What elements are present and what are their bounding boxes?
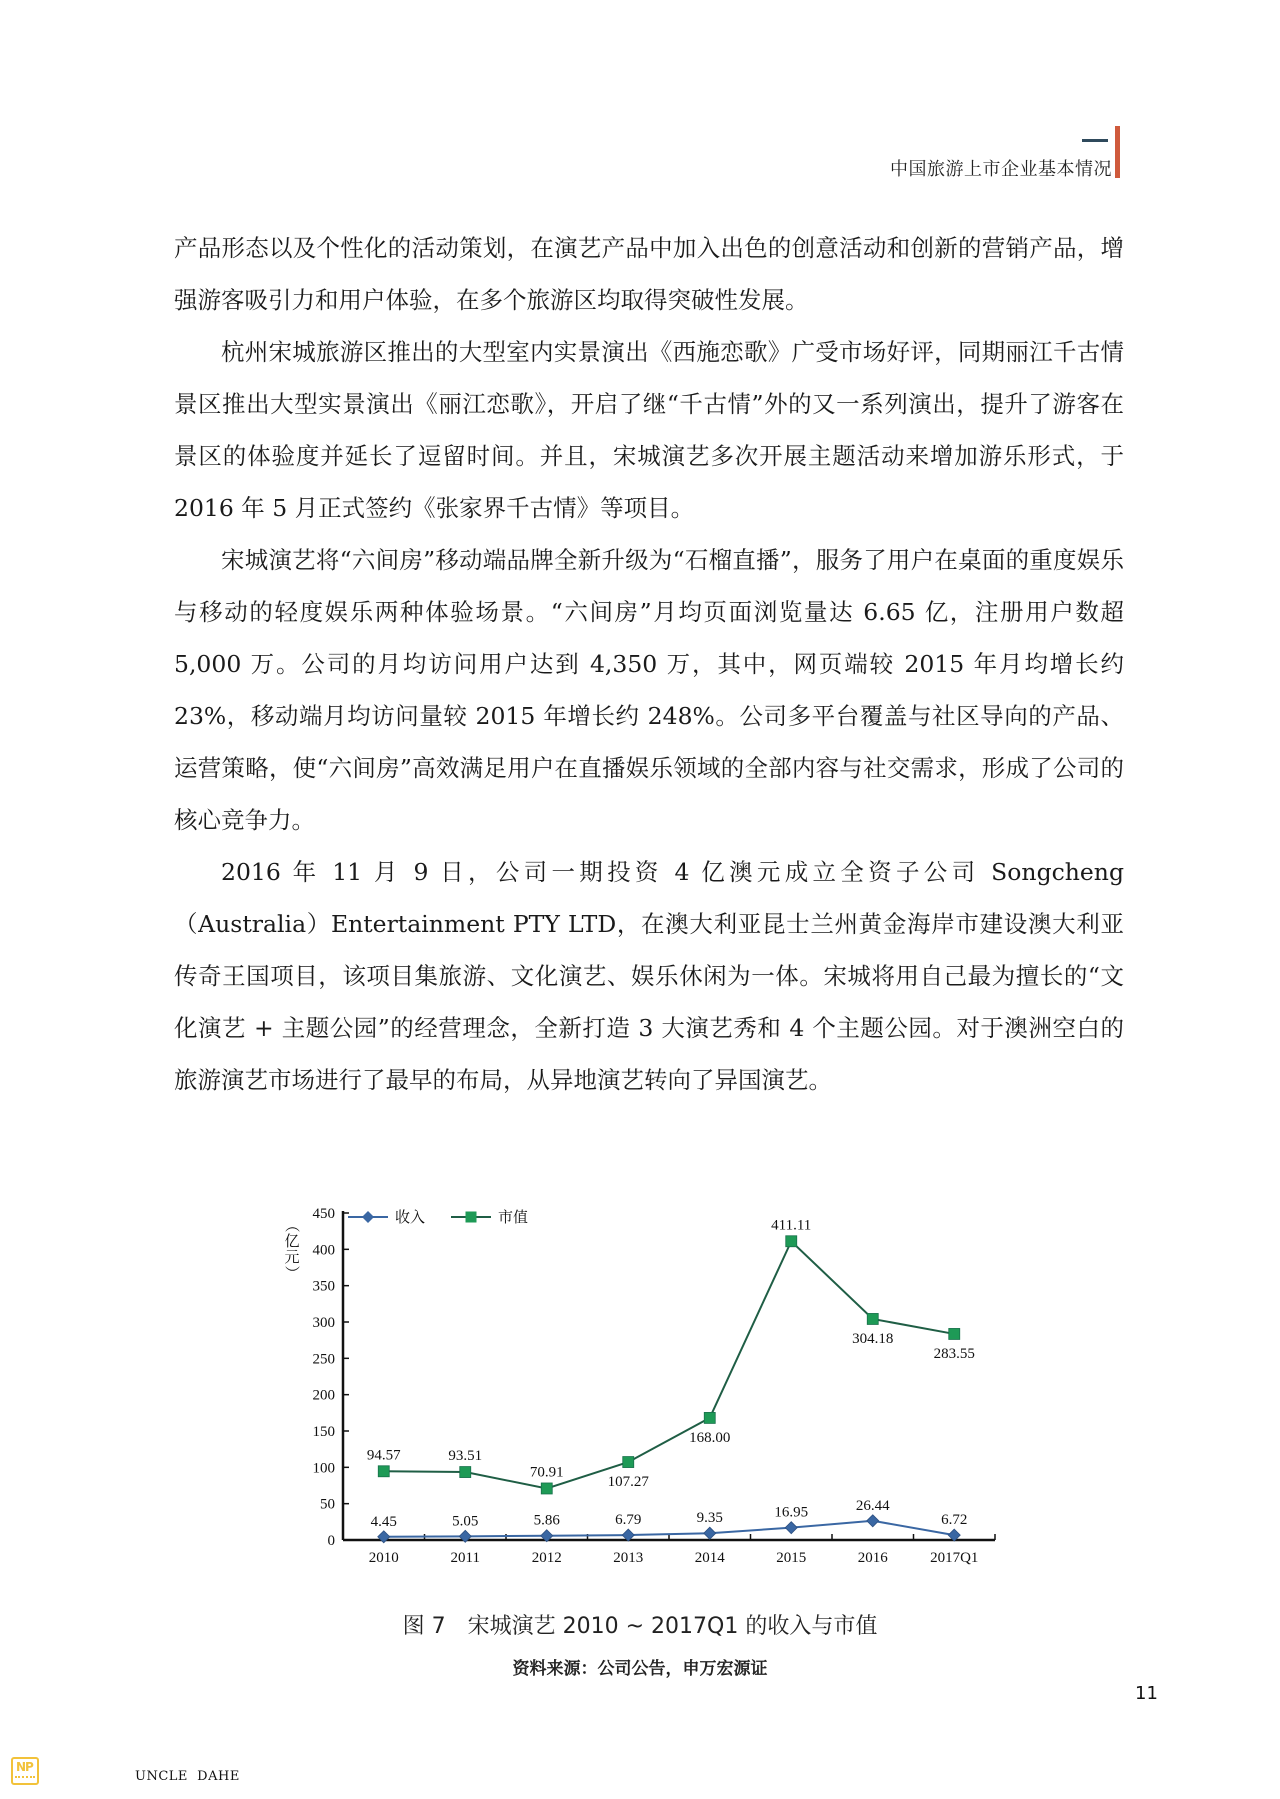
y-tick-label: 450 xyxy=(312,1206,335,1222)
revenue-data-label: 5.05 xyxy=(452,1513,479,1530)
market-cap-point-marker xyxy=(867,1313,878,1324)
y-tick-label: 300 xyxy=(312,1315,335,1331)
market-cap-data-label: 411.11 xyxy=(771,1217,812,1234)
legend-label-1: 市值 xyxy=(498,1208,529,1226)
x-tick-label: 2017Q1 xyxy=(930,1550,979,1566)
x-tick-label: 2010 xyxy=(368,1550,399,1566)
legend-square-icon xyxy=(466,1212,477,1223)
y-tick-label: 350 xyxy=(312,1278,335,1295)
paragraph-4: 2016 年 11 月 9 日，公司一期投资 4 亿澳元成立全资子公司 Songcheng（Australia）Entertainment PTY LTD，在澳大利亚昆士兰州黄金海岸市建设澳大利亚传奇王国项目，该项目集旅游、文化演艺、娱乐休闲为一体。宋城将用自己最为擅长的“文化演艺 + 主题公园”的经营理念，全新打造 3 大演艺秀和 4 个主题公园。对于澳洲空白的旅游演艺市场进行了最早的布局，从异地演艺转向了异国演艺。 xyxy=(174,858,1124,1094)
x-tick-label: 2015 xyxy=(776,1550,807,1566)
y-tick-label: 50 xyxy=(320,1496,335,1513)
np-logo-icon xyxy=(11,1757,39,1785)
market-cap-point-marker xyxy=(460,1467,471,1478)
x-tick-label: 2016 xyxy=(857,1550,888,1566)
x-tick-label: 2013 xyxy=(613,1550,644,1566)
market-cap-data-label: 93.51 xyxy=(448,1448,483,1465)
market-cap-point-marker xyxy=(949,1328,960,1339)
chart-canvas xyxy=(260,1195,1030,1595)
market-cap-point-marker xyxy=(541,1483,552,1494)
y-axis-label xyxy=(282,1217,302,1281)
revenue-point-marker xyxy=(704,1527,716,1539)
body-text xyxy=(174,222,1124,1106)
market-cap-data-label: 94.57 xyxy=(366,1447,401,1464)
x-tick-label: 2011 xyxy=(450,1550,480,1566)
market-cap-point-marker xyxy=(623,1457,634,1468)
revenue-data-label: 5.86 xyxy=(533,1512,560,1529)
paragraph-2: 杭州宋城旅游区推出的大型室内实景演出《西施恋歌》广受市场好评，同期丽江千古情景区推出大型实景演出《丽江恋歌》，开启了继“千古情”外的又一系列演出，提升了游客在景区的体验度并延长了逗留时间。并且，宋城演艺多次开展主题活动来增加游乐形式，于 2016 年 5 月正式签约《张家界千古情》等项目。 xyxy=(174,338,1124,522)
page-number: 11 xyxy=(1135,1683,1158,1704)
market-cap-point-marker xyxy=(704,1412,715,1423)
revenue-data-label: 4.45 xyxy=(370,1513,397,1530)
header-dash-decoration xyxy=(1082,139,1108,142)
revenue-data-label: 6.72 xyxy=(941,1512,968,1529)
np-logo-dots xyxy=(15,1776,35,1780)
y-axis-label-char-1: 亿 xyxy=(284,1232,300,1250)
market-cap-data-label: 283.55 xyxy=(933,1345,975,1362)
y-tick-label: 100 xyxy=(312,1460,335,1477)
x-tick-label: 2014 xyxy=(694,1550,725,1566)
y-tick-label: 200 xyxy=(312,1387,335,1404)
y-tick-label: 0 xyxy=(327,1533,335,1549)
market-cap-data-label: 304.18 xyxy=(852,1330,894,1347)
figure-caption: 图 7 宋城演艺 2010 ~ 2017Q1 的收入与市值 xyxy=(402,1614,878,1639)
watermark-text: UNCLE DAHE xyxy=(135,1769,240,1784)
revenue-point-marker xyxy=(867,1515,879,1527)
y-tick-label: 150 xyxy=(312,1424,335,1440)
y-tick-label: 400 xyxy=(312,1242,335,1259)
market-cap-point-marker xyxy=(378,1466,389,1477)
y-axis-label-char-2: 元 xyxy=(284,1248,300,1266)
revenue-marketcap-chart xyxy=(260,1195,1030,1595)
market-cap-point-marker xyxy=(786,1236,797,1247)
paragraph-3: 宋城演艺将“六间房”移动端品牌全新升级为“石榴直播”，服务了用户在桌面的重度娱乐与移动的轻度娱乐两种体验场景。“六间房”月均页面浏览量达 6.65 亿，注册用户数超 5,000 万。公司的月均访问用户达到 4,350 万，其中，网页端较 2015 年月均增长约 23%，移动端月均访问量较 2015 年增长约 248%。公司多平台覆盖与社区导向的产品、运营策略，使“六间房”高效满足用户在直播娱乐领域的全部内容与社交需求，形成了公司的核心竞争力。 xyxy=(174,546,1124,834)
running-header-title: 中国旅游上市企业基本情况 xyxy=(890,159,1112,180)
x-tick-label: 2012 xyxy=(531,1550,562,1566)
legend-diamond-icon xyxy=(362,1211,374,1223)
legend-label-0: 收入 xyxy=(395,1208,426,1226)
y-axis-label-close-paren: ） xyxy=(283,1265,301,1281)
y-axis-label-open-paren: （ xyxy=(283,1217,301,1233)
market-cap-data-label: 168.00 xyxy=(689,1429,731,1446)
figure-source: 资料来源：公司公告，申万宏源证 xyxy=(512,1659,768,1679)
header-accent-bar xyxy=(1115,126,1120,178)
market-cap-data-label: 70.91 xyxy=(529,1464,564,1481)
y-tick-label: 250 xyxy=(312,1351,335,1368)
market-cap-data-label: 107.27 xyxy=(607,1474,649,1491)
revenue-data-label: 9.35 xyxy=(696,1510,723,1527)
paragraph-1: 产品形态以及个性化的活动策划，在演艺产品中加入出色的创意活动和创新的营销产品，增强游客吸引力和用户体验，在多个旅游区均取得突破性发展。 xyxy=(174,234,1124,314)
revenue-data-label: 6.79 xyxy=(615,1512,642,1529)
revenue-data-label: 26.44 xyxy=(855,1497,890,1514)
revenue-point-marker xyxy=(785,1522,797,1534)
revenue-data-label: 16.95 xyxy=(774,1504,809,1521)
np-logo-text: NP xyxy=(16,1760,33,1774)
